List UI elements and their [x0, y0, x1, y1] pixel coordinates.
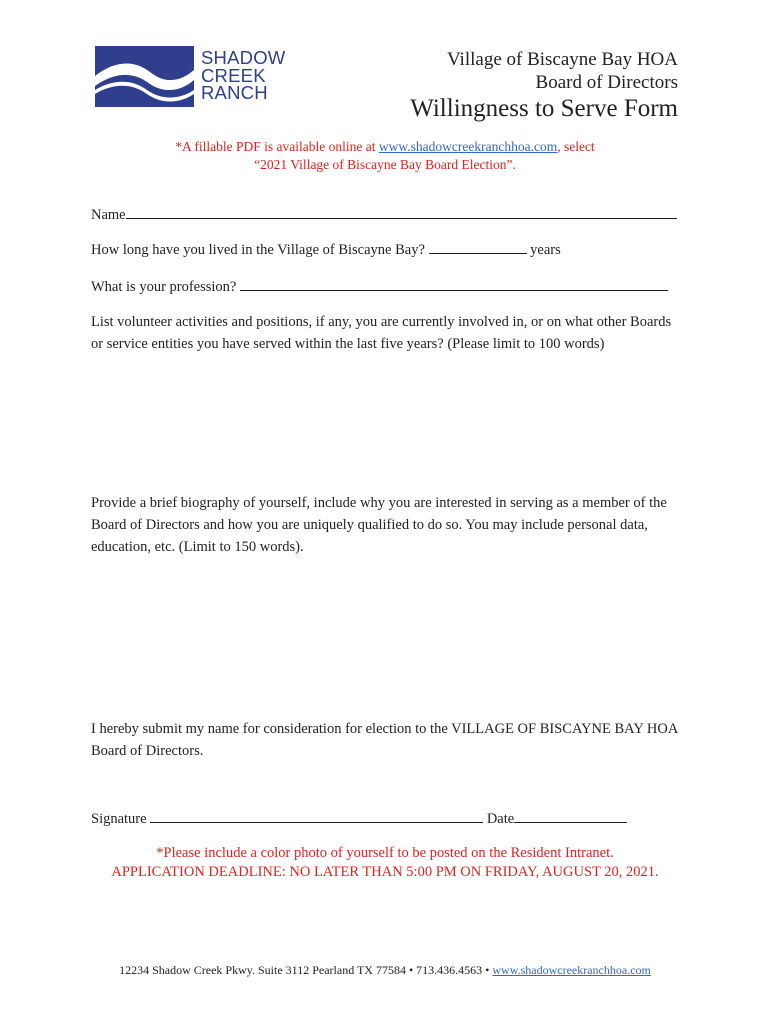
- name-label: Name: [91, 207, 126, 223]
- logo-line-2: CREEK: [201, 64, 266, 86]
- fillable-pdf-notice: [0, 138, 770, 174]
- volunteer-question: List volunteer activities and positions, if any, you are currently involved in, or on what other Boards or service entities you have served within the last five years? (Please limit to 100 words): [91, 314, 672, 352]
- board-name: Board of Directors: [535, 72, 678, 93]
- residence-duration-blank[interactable]: [429, 239, 527, 254]
- logo-line-3: RANCH: [201, 82, 268, 103]
- photo-instruction: *Please include a color photo of yourself to be posted on the Resident Intranet.: [156, 845, 614, 861]
- wave-logo-icon: [95, 46, 194, 107]
- profession-row: [91, 276, 668, 298]
- residence-duration-row: [91, 239, 561, 261]
- profession-label: What is your profession?: [91, 279, 237, 295]
- years-label: years: [530, 242, 561, 258]
- notice-line-2: “2021 Village of Biscayne Bay Board Election”.: [254, 157, 516, 172]
- name-blank[interactable]: [126, 204, 677, 219]
- notice-website-link[interactable]: www.shadowcreekranchhoa.com: [378, 139, 558, 154]
- date-label: Date: [486, 811, 515, 827]
- notice-line-1: [0, 138, 770, 156]
- signature-date-row: [91, 808, 627, 830]
- logo-line-1: SHADOW: [201, 47, 286, 68]
- document-header: [410, 48, 678, 124]
- submission-statement: I hereby submit my name for consideration for election to the VILLAGE OF BISCAYNE BAY HOA Board of Directors.: [91, 721, 678, 759]
- notice-prefix: *A fillable PDF is available online at: [175, 139, 379, 154]
- profession-blank[interactable]: [240, 276, 668, 291]
- footer-contact: [0, 962, 770, 978]
- biography-question: Provide a brief biography of yourself, include why you are interested in serving as a member of the Board of Directors and how you are uniquely qualified to do so. You may include personal data, education, etc. (Limit to 150 words).: [91, 495, 667, 555]
- shadow-creek-ranch-logo: [95, 46, 305, 110]
- signature-blank[interactable]: [150, 808, 483, 823]
- hoa-name: Village of Biscayne Bay HOA: [446, 49, 678, 70]
- footer-address: 12234 Shadow Creek Pkwy. Suite 3112 Pearland TX 77584 • 713.436.4563 •: [119, 963, 493, 977]
- logo-wordmark: [201, 49, 285, 102]
- date-blank[interactable]: [514, 808, 627, 823]
- residence-duration-label: How long have you lived in the Village of Biscayne Bay?: [91, 242, 425, 258]
- name-field-row: [91, 204, 677, 226]
- notice-suffix: , select: [557, 139, 595, 154]
- signature-label: Signature: [91, 811, 147, 827]
- footer-website-link[interactable]: www.shadowcreekranchhoa.com: [492, 963, 651, 977]
- application-deadline: APPLICATION DEADLINE: NO LATER THAN 5:00 PM ON FRIDAY, AUGUST 20, 2021.: [111, 864, 659, 880]
- form-title: Willingness to Serve Form: [410, 95, 678, 122]
